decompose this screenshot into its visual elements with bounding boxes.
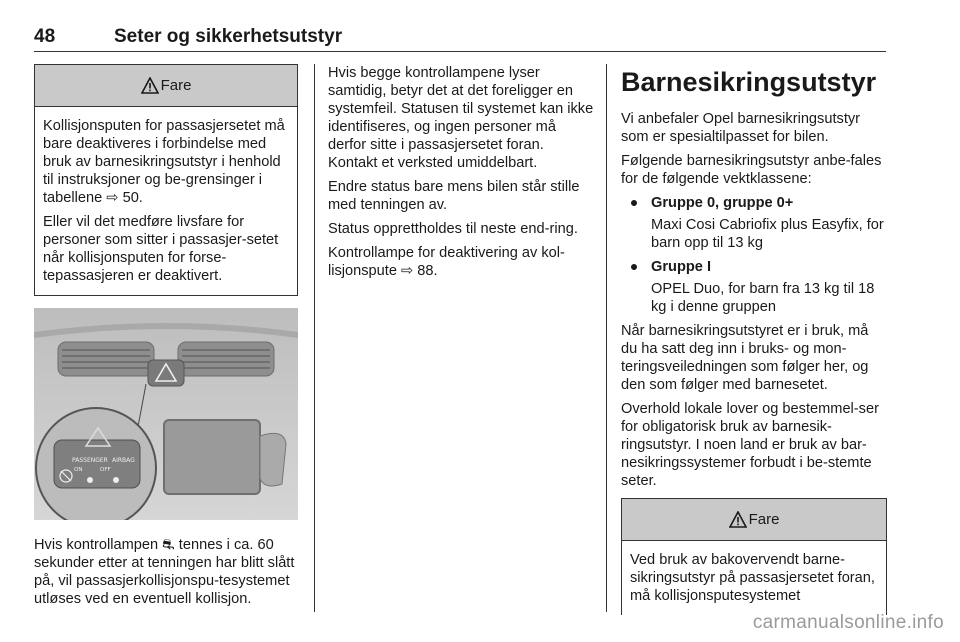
paragraph-airbag-lamp: Kontrollampe for deaktivering av kol-lisjonspute ⇨ 88.: [328, 245, 565, 279]
warning-text-1: Ved bruk av bakovervendt barne-sikringsutstyr på passasjersetet foran, må kollisjonsputesystemet: [630, 552, 875, 604]
warning-title: Fare: [748, 510, 780, 528]
dashboard-illustration: [34, 308, 298, 520]
warning-body: [35, 107, 297, 295]
column-middle: [328, 64, 594, 286]
label-off: OFF: [100, 467, 111, 473]
paragraph-status-kept: Status opprettholdes til neste end-ring.: [328, 221, 578, 237]
warning-text-2: Eller vil det medføre livsfare for personer som sitter i passasjer-setet når kollisjonsputen for forse-tepassasjeren er deaktivert.: [43, 214, 279, 284]
header-rule: [34, 51, 886, 52]
warning-body: [622, 541, 886, 615]
warning-triangle-icon: [729, 511, 747, 528]
warning-triangle-icon: [141, 77, 159, 94]
watermark: carmanualsonline.info: [752, 612, 944, 633]
page-header: [34, 14, 886, 52]
warning-box-rear-facing: [621, 498, 887, 615]
column-left: [34, 64, 298, 614]
paragraph-local-laws: Overhold lokale lover og bestemmel-ser for obligatorisk bruk av barnesik-ringsutstyr. I noen land er bruk av bar-nesikringssystemer forbudt i be-stemte seter.: [621, 401, 879, 489]
column-divider-2: [606, 64, 607, 612]
warning-box-airbag: [34, 64, 298, 296]
column-divider-1: [314, 64, 315, 612]
bullet-dot: [631, 264, 637, 270]
paragraph-change-status: Endre status bare mens bilen står stille med tenningen av.: [328, 179, 580, 213]
page-number: 48: [34, 26, 56, 47]
label-on: ON: [74, 467, 83, 473]
paragraph-weight-classes: Følgende barnesikringsutstyr anbe-fales for de følgende vektklassene:: [621, 153, 882, 187]
bullet-title: Gruppe 0, gruppe 0+: [651, 195, 794, 211]
bullet-dot: [631, 200, 637, 206]
figure-caption: Hvis kontrollampen ⛐ tennes i ca. 60 sekunder etter at tenningen har blitt slått på, vil passasjerkollisjonspu-tesystemet utløses ved en eventuell kollisjon.: [34, 537, 295, 607]
label-airbag: AIRBAG: [112, 457, 135, 464]
list-item: [621, 258, 887, 276]
label-passenger: PASSENGER: [72, 457, 108, 464]
warning-title: Fare: [160, 76, 192, 94]
warning-header: [35, 65, 297, 107]
bullet-title: Gruppe I: [651, 259, 711, 275]
paragraph-instructions: Når barnesikringsutstyret er i bruk, må du ha satt deg inn i bruks- og mon-teringsveiledningen som følger her, og den som følger med barnesetet.: [621, 323, 869, 393]
section-title: Barnesikringsutstyr: [621, 67, 877, 97]
column-right: [621, 64, 887, 615]
dashboard-drawing: [34, 308, 298, 520]
list-item: [621, 194, 887, 212]
warning-text-1: Kollisjonsputen for passasjersetet må bare deaktiveres i forbindelse med bruk av barnesikringsutstyr i henhold til instruksjoner og be-grensinger i tabellene ⇨ 50.: [43, 118, 285, 206]
paragraph-recommend: Vi anbefaler Opel barnesikringsutstyr som er spesialtilpasset for bilen.: [621, 111, 861, 145]
bullet-description: OPEL Duo, for barn fra 13 kg til 18 kg i denne gruppen: [651, 281, 875, 315]
running-title: Seter og sikkerhetsutstyr: [114, 26, 343, 47]
paragraph-system-fault: Hvis begge kontrollampene lyser samtidig, betyr det at det foreligger en systemfeil. Statusen til systemet kan ikke identifiseres, og ingen personer må derfor sitte i passasjersetet foran. Kontakt et verksted umiddelbart.: [328, 65, 594, 171]
bullet-description: Maxi Cosi Cabriofix plus Easyfix, for barn opp til 13 kg: [651, 217, 884, 251]
warning-header: [622, 499, 886, 541]
